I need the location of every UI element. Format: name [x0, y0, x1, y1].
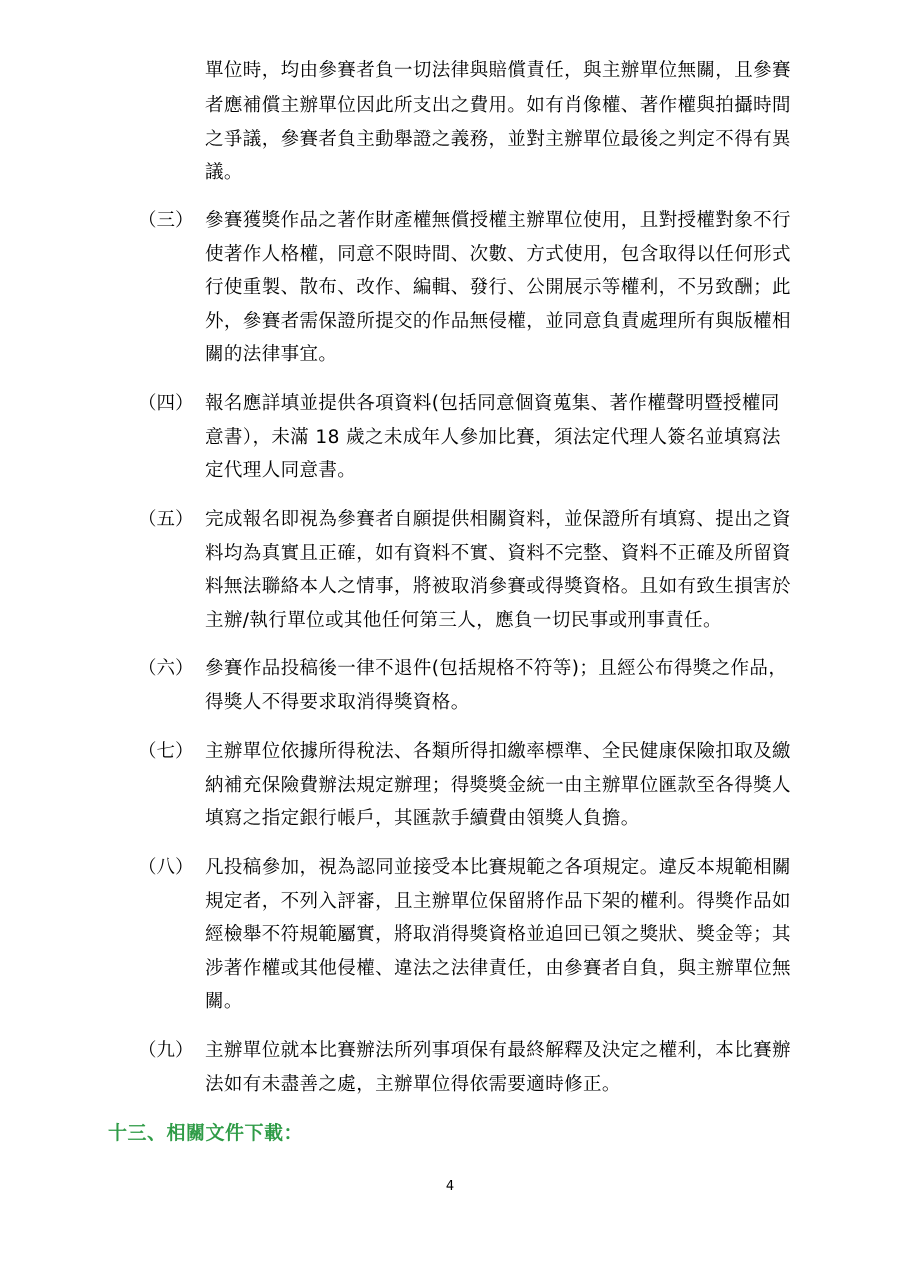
- paragraph-line: 納補充保險費辦法規定辦理；得獎獎金統一由主辦單位匯款至各得獎人: [205, 775, 791, 796]
- paragraph-line: 得獎人不得要求取消得獎資格。: [205, 692, 470, 713]
- paragraph-line: 關的法律事宜。: [205, 344, 338, 365]
- paragraph-line: 料均為真實且正確，如有資料不實、資料不完整、資料不正確及所留資: [205, 543, 791, 564]
- paragraph-line: 料無法聯絡本人之情事，將被取消參賽或得獎資格。且如有致生損害於: [205, 576, 791, 597]
- paragraph-line: 凡投稿參加，視為認同並接受本比賽規範之各項規定。違反本規範相關: [205, 857, 791, 878]
- paragraph-line: 外，參賽者需保證所提交的作品無侵權，並同意負責處理所有與版權相: [205, 311, 791, 332]
- item-label: （八）: [138, 857, 194, 878]
- paragraph-line: 主辦/執行單位或其他任何第三人，應負一切民事或刑事責任。: [205, 610, 722, 631]
- item-label: （四）: [138, 393, 194, 414]
- paragraph-line: 法如有未盡善之處，主辦單位得依需要適時修正。: [205, 1074, 621, 1095]
- section-heading: 十三、相關文件下載：: [108, 1122, 304, 1144]
- paragraph-line: 主辦單位依據所得稅法、各類所得扣繳率標準、全民健康保險扣取及繳: [205, 741, 791, 762]
- paragraph-line: 報名應詳填並提供各項資料(包括同意個資蒐集、著作權聲明暨授權同: [205, 393, 780, 414]
- page-number: 4: [445, 1179, 455, 1194]
- paragraph-line: 參賽獲獎作品之著作財產權無償授權主辦單位使用，且對授權對象不行: [205, 210, 791, 231]
- paragraph-line: 之爭議，參賽者負主動舉證之義務，並對主辦單位最後之判定不得有異: [205, 129, 791, 150]
- paragraph-line: 填寫之指定銀行帳戶，其匯款手續費由領獎人負擔。: [205, 808, 640, 829]
- paragraph-line: 參賽作品投稿後一律不退件(包括規格不符等)；且經公布得獎之作品，: [205, 658, 788, 679]
- paragraph-line: 意書），未滿 18 歲之未成年人參加比賽，須法定代理人簽名並填寫法: [205, 427, 781, 448]
- paragraph-line: 行使重製、散布、改作、編輯、發行、公開展示等權利，不另致酬；此: [205, 277, 791, 298]
- item-label: （三）: [138, 210, 194, 231]
- item-label: （六）: [138, 658, 194, 679]
- paragraph-line: 主辦單位就本比賽辦法所列事項保有最終解釋及決定之權利，本比賽辦: [205, 1040, 791, 1061]
- paragraph-line: 議。: [205, 162, 243, 183]
- paragraph-line: 關。: [205, 991, 243, 1012]
- item-label: （九）: [138, 1040, 194, 1061]
- paragraph-line: 規定者，不列入評審，且主辦單位保留將作品下架的權利。得獎作品如: [205, 891, 791, 912]
- paragraph-line: 使著作人格權，同意不限時間、次數、方式使用，包含取得以任何形式: [205, 244, 791, 265]
- paragraph-line: 涉著作權或其他侵權、違法之法律責任，由參賽者自負，與主辦單位無: [205, 958, 791, 979]
- paragraph-line: 經檢舉不符規範屬實，將取消得獎資格並追回已領之獎狀、獎金等；其: [205, 924, 791, 945]
- paragraph-line: 完成報名即視為參賽者自願提供相關資料，並保證所有填寫、提出之資: [205, 509, 791, 530]
- item-label: （七）: [138, 741, 194, 762]
- paragraph-line: 者應補償主辦單位因此所支出之費用。如有肖像權、著作權與拍攝時間: [205, 95, 791, 116]
- paragraph-line: 定代理人同意書。: [205, 460, 357, 481]
- item-label: （五）: [138, 509, 194, 530]
- paragraph-line: 單位時，均由參賽者負一切法律與賠償責任，與主辦單位無關，且參賽: [205, 60, 791, 81]
